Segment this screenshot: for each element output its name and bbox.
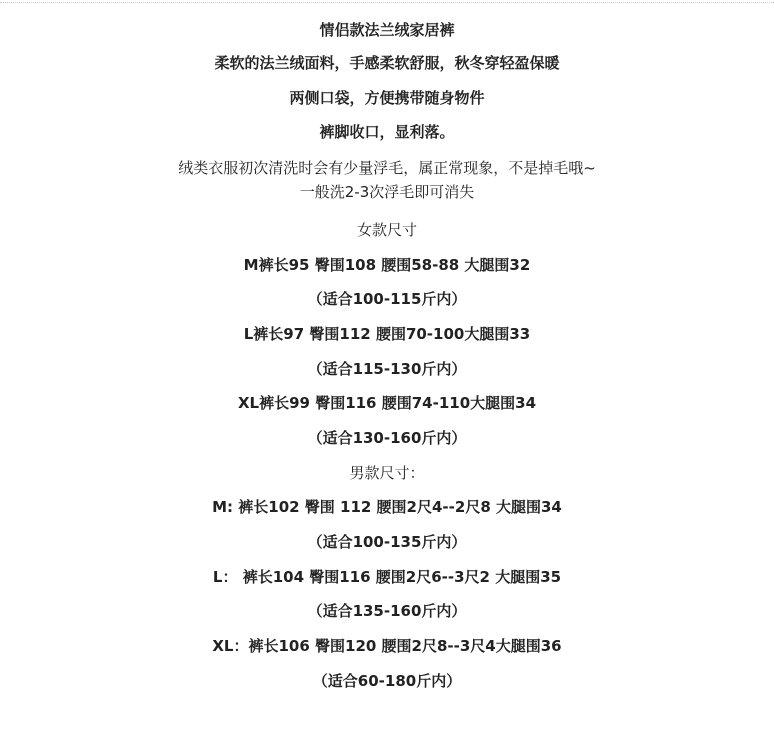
- product-title: 情侣款法兰绒家居裤: [319, 21, 455, 39]
- care-note-line-2: 一般洗2-3次浮毛即可消失: [299, 183, 475, 201]
- men-size-m-fit: （适合100-135斤内）: [307, 533, 467, 551]
- women-size-m-fit: （适合100-115斤内）: [307, 290, 467, 308]
- men-size-xl-fit: （适合60-180斤内）: [312, 672, 462, 690]
- top-divider: [0, 2, 774, 3]
- men-size-m-spec: M: 裤长102 臀围 112 腰围2尺4--2尺8 大腿围34: [212, 498, 562, 516]
- men-size-l-fit: （适合135-160斤内）: [307, 602, 467, 620]
- women-size-m-spec: M裤长95 臀围108 腰围58-88 大腿围32: [243, 256, 531, 274]
- feature-pockets: 两侧口袋，方便携带随身物件: [289, 89, 485, 107]
- men-size-heading: 男款尺寸：: [349, 464, 425, 482]
- women-size-heading: 女款尺寸: [356, 221, 417, 239]
- feature-cuffs: 裤脚收口，显利落。: [319, 123, 455, 141]
- women-size-l-spec: L裤长97 臀围112 腰围70-100大腿围33: [243, 325, 531, 343]
- men-size-l-spec: L： 裤长104 臀围116 腰围2尺6--3尺2 大腿围35: [212, 568, 562, 586]
- women-size-xl-spec: XL裤长99 臀围116 腰围74-110大腿围34: [237, 394, 537, 412]
- care-note-line-1: 绒类衣服初次清洗时会有少量浮毛，属正常现象，不是掉毛哦~: [178, 159, 596, 177]
- women-size-xl-fit: （适合130-160斤内）: [307, 429, 467, 447]
- men-size-xl-spec: XL：裤长106 臀围120 腰围2尺8--3尺4大腿围36: [212, 637, 562, 655]
- feature-fabric: 柔软的法兰绒面料，手感柔软舒服，秋冬穿轻盈保暖: [214, 54, 560, 72]
- women-size-l-fit: （适合115-130斤内）: [307, 360, 467, 378]
